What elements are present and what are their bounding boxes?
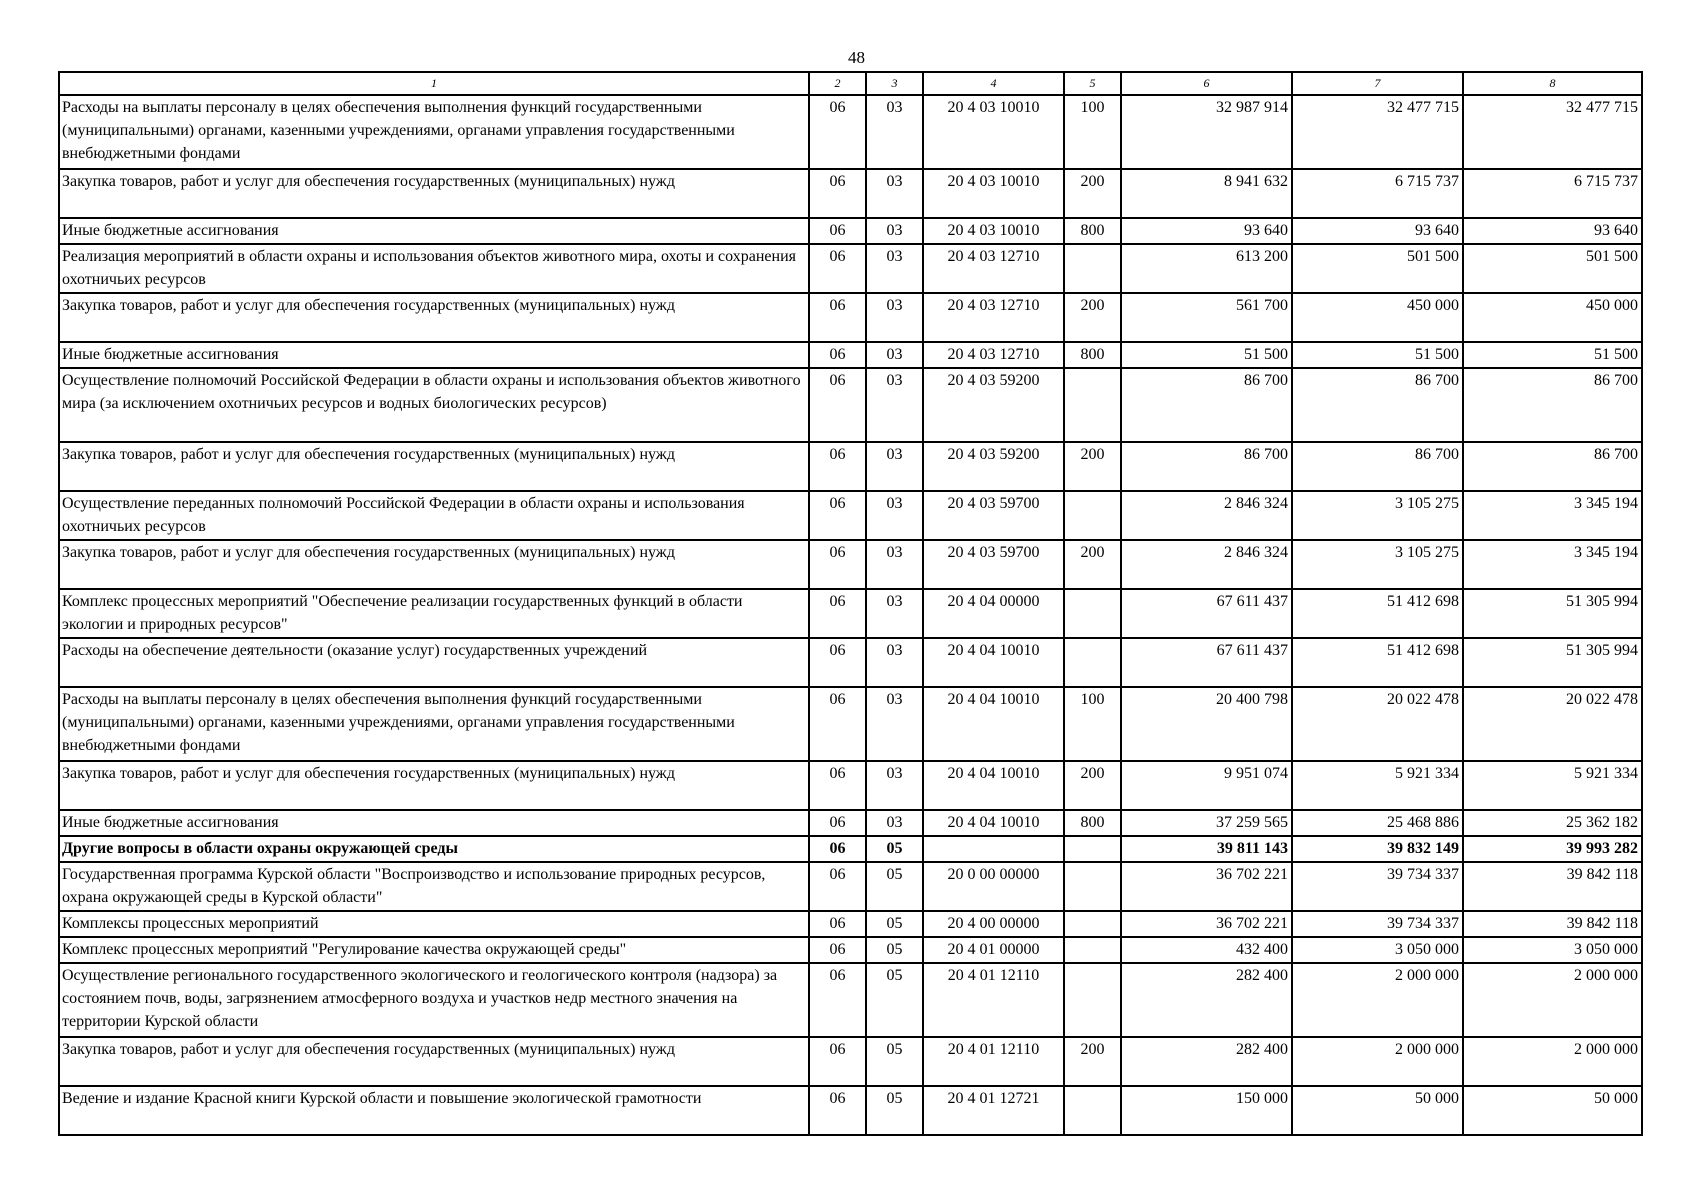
amount-year-1: 51 500 <box>1121 342 1292 368</box>
table-row <box>59 293 1642 342</box>
subsection-code: 03 <box>866 761 923 810</box>
subsection-code: 05 <box>866 963 923 1037</box>
section-code: 06 <box>809 589 866 638</box>
section-code: 06 <box>809 1037 866 1086</box>
row-name: Комплекс процессных мероприятий "Обеспечение реализации государственных функций в области экологии и природных ресурсов" <box>59 589 809 638</box>
target-article-code: 20 4 03 12710 <box>923 293 1064 342</box>
row-name: Осуществление переданных полномочий Российской Федерации в области охраны и использования охотничьих ресурсов <box>59 491 809 540</box>
amount-year-3: 93 640 <box>1463 218 1642 244</box>
table-row <box>59 491 1642 540</box>
amount-year-3: 6 715 737 <box>1463 169 1642 218</box>
table-row <box>59 911 1642 937</box>
subsection-code: 03 <box>866 687 923 761</box>
amount-year-2: 93 640 <box>1292 218 1463 244</box>
row-name: Закупка товаров, работ и услуг для обеспечения государственных (муниципальных) нужд <box>59 169 809 218</box>
expense-type-code <box>1064 937 1121 963</box>
amount-year-1: 150 000 <box>1121 1086 1292 1135</box>
subsection-code: 05 <box>866 1086 923 1135</box>
amount-year-2: 51 412 698 <box>1292 589 1463 638</box>
subsection-code: 03 <box>866 638 923 687</box>
table-row <box>59 638 1642 687</box>
amount-year-3: 3 345 194 <box>1463 491 1642 540</box>
amount-year-2: 3 050 000 <box>1292 937 1463 963</box>
amount-year-2: 5 921 334 <box>1292 761 1463 810</box>
amount-year-3: 39 993 282 <box>1463 836 1642 862</box>
amount-year-2: 51 412 698 <box>1292 638 1463 687</box>
amount-year-1: 561 700 <box>1121 293 1292 342</box>
row-name: Ведение и издание Красной книги Курской области и повышение экологической грамотности <box>59 1086 809 1135</box>
section-code: 06 <box>809 540 866 589</box>
column-header: 6 <box>1121 72 1292 95</box>
amount-year-1: 20 400 798 <box>1121 687 1292 761</box>
amount-year-1: 9 951 074 <box>1121 761 1292 810</box>
table-row <box>59 836 1642 862</box>
amount-year-2: 2 000 000 <box>1292 963 1463 1037</box>
section-code: 06 <box>809 244 866 293</box>
amount-year-1: 86 700 <box>1121 368 1292 442</box>
table-row <box>59 368 1642 442</box>
section-code: 06 <box>809 963 866 1037</box>
section-code: 06 <box>809 95 866 169</box>
amount-year-2: 86 700 <box>1292 442 1463 491</box>
amount-year-1: 8 941 632 <box>1121 169 1292 218</box>
amount-year-2: 51 500 <box>1292 342 1463 368</box>
subsection-code: 05 <box>866 862 923 911</box>
row-name: Реализация мероприятий в области охраны и использования объектов животного мира, охоты и сохранения охотничьих ресурсов <box>59 244 809 293</box>
section-code: 06 <box>809 218 866 244</box>
row-name: Иные бюджетные ассигнования <box>59 342 809 368</box>
target-article-code: 20 4 03 59700 <box>923 540 1064 589</box>
table-row <box>59 687 1642 761</box>
amount-year-2: 86 700 <box>1292 368 1463 442</box>
expense-type-code <box>1064 638 1121 687</box>
amount-year-1: 36 702 221 <box>1121 862 1292 911</box>
column-header: 4 <box>923 72 1064 95</box>
amount-year-1: 39 811 143 <box>1121 836 1292 862</box>
row-name: Закупка товаров, работ и услуг для обеспечения государственных (муниципальных) нужд <box>59 293 809 342</box>
amount-year-3: 3 050 000 <box>1463 937 1642 963</box>
amount-year-2: 39 734 337 <box>1292 911 1463 937</box>
table-row <box>59 589 1642 638</box>
table-row <box>59 342 1642 368</box>
amount-year-1: 32 987 914 <box>1121 95 1292 169</box>
amount-year-1: 282 400 <box>1121 1037 1292 1086</box>
target-article-code: 20 4 03 10010 <box>923 169 1064 218</box>
table-row <box>59 95 1642 169</box>
amount-year-3: 51 500 <box>1463 342 1642 368</box>
amount-year-3: 2 000 000 <box>1463 1037 1642 1086</box>
amount-year-1: 36 702 221 <box>1121 911 1292 937</box>
expense-type-code: 200 <box>1064 442 1121 491</box>
section-code: 06 <box>809 862 866 911</box>
amount-year-3: 86 700 <box>1463 442 1642 491</box>
table-row <box>59 540 1642 589</box>
expense-type-code: 100 <box>1064 95 1121 169</box>
expense-type-code <box>1064 244 1121 293</box>
target-article-code: 20 0 00 00000 <box>923 862 1064 911</box>
row-name: Другие вопросы в области охраны окружающей среды <box>59 836 809 862</box>
target-article-code: 20 4 03 10010 <box>923 218 1064 244</box>
row-name: Закупка товаров, работ и услуг для обеспечения государственных (муниципальных) нужд <box>59 442 809 491</box>
subsection-code: 03 <box>866 810 923 836</box>
amount-year-2: 3 105 275 <box>1292 491 1463 540</box>
table-row <box>59 963 1642 1037</box>
expense-type-code <box>1064 963 1121 1037</box>
amount-year-2: 39 734 337 <box>1292 862 1463 911</box>
amount-year-1: 67 611 437 <box>1121 589 1292 638</box>
target-article-code <box>923 836 1064 862</box>
row-name: Осуществление полномочий Российской Федерации в области охраны и использования объектов животного мира (за исключением охотничьих ресурсов и водных биологических ресурсов) <box>59 368 809 442</box>
amount-year-1: 282 400 <box>1121 963 1292 1037</box>
table-row <box>59 442 1642 491</box>
amount-year-1: 2 846 324 <box>1121 540 1292 589</box>
row-name: Расходы на обеспечение деятельности (оказание услуг) государственных учреждений <box>59 638 809 687</box>
amount-year-3: 450 000 <box>1463 293 1642 342</box>
amount-year-2: 50 000 <box>1292 1086 1463 1135</box>
amount-year-3: 51 305 994 <box>1463 589 1642 638</box>
amount-year-2: 501 500 <box>1292 244 1463 293</box>
expense-type-code: 200 <box>1064 293 1121 342</box>
subsection-code: 05 <box>866 911 923 937</box>
amount-year-1: 432 400 <box>1121 937 1292 963</box>
amount-year-2: 39 832 149 <box>1292 836 1463 862</box>
subsection-code: 03 <box>866 540 923 589</box>
amount-year-1: 93 640 <box>1121 218 1292 244</box>
expense-type-code: 800 <box>1064 218 1121 244</box>
subsection-code: 03 <box>866 342 923 368</box>
amount-year-3: 5 921 334 <box>1463 761 1642 810</box>
table-row <box>59 862 1642 911</box>
amount-year-3: 39 842 118 <box>1463 862 1642 911</box>
table-row <box>59 244 1642 293</box>
expense-type-code <box>1064 911 1121 937</box>
target-article-code: 20 4 04 10010 <box>923 810 1064 836</box>
subsection-code: 03 <box>866 95 923 169</box>
section-code: 06 <box>809 491 866 540</box>
subsection-code: 05 <box>866 937 923 963</box>
amount-year-3: 501 500 <box>1463 244 1642 293</box>
section-code: 06 <box>809 293 866 342</box>
subsection-code: 05 <box>866 836 923 862</box>
amount-year-3: 3 345 194 <box>1463 540 1642 589</box>
amount-year-2: 2 000 000 <box>1292 1037 1463 1086</box>
expense-type-code: 100 <box>1064 687 1121 761</box>
row-name: Закупка товаров, работ и услуг для обеспечения государственных (муниципальных) нужд <box>59 1037 809 1086</box>
target-article-code: 20 4 03 59200 <box>923 368 1064 442</box>
expense-type-code: 200 <box>1064 540 1121 589</box>
amount-year-3: 50 000 <box>1463 1086 1642 1135</box>
amount-year-3: 32 477 715 <box>1463 95 1642 169</box>
section-code: 06 <box>809 937 866 963</box>
row-name: Закупка товаров, работ и услуг для обеспечения государственных (муниципальных) нужд <box>59 540 809 589</box>
subsection-code: 03 <box>866 218 923 244</box>
amount-year-2: 32 477 715 <box>1292 95 1463 169</box>
row-name: Расходы на выплаты персоналу в целях обеспечения выполнения функций государственными (муниципальными) органами, казенными учреждениями, органами управления государственными внебюджетными фондами <box>59 687 809 761</box>
section-code: 06 <box>809 169 866 218</box>
amount-year-3: 20 022 478 <box>1463 687 1642 761</box>
target-article-code: 20 4 03 59200 <box>923 442 1064 491</box>
expense-type-code: 200 <box>1064 761 1121 810</box>
section-code: 06 <box>809 687 866 761</box>
table-row <box>59 218 1642 244</box>
section-code: 06 <box>809 761 866 810</box>
section-code: 06 <box>809 1086 866 1135</box>
row-name: Комплексы процессных мероприятий <box>59 911 809 937</box>
section-code: 06 <box>809 836 866 862</box>
target-article-code: 20 4 01 12721 <box>923 1086 1064 1135</box>
section-code: 06 <box>809 342 866 368</box>
budget-table <box>58 71 1643 1136</box>
column-number-row <box>59 72 1642 95</box>
target-article-code: 20 4 01 12110 <box>923 963 1064 1037</box>
expense-type-code: 800 <box>1064 810 1121 836</box>
amount-year-3: 2 000 000 <box>1463 963 1642 1037</box>
expense-type-code <box>1064 836 1121 862</box>
expense-type-code: 200 <box>1064 169 1121 218</box>
section-code: 06 <box>809 810 866 836</box>
row-name: Иные бюджетные ассигнования <box>59 218 809 244</box>
row-name: Закупка товаров, работ и услуг для обеспечения государственных (муниципальных) нужд <box>59 761 809 810</box>
amount-year-2: 6 715 737 <box>1292 169 1463 218</box>
target-article-code: 20 4 04 10010 <box>923 638 1064 687</box>
row-name: Комплекс процессных мероприятий "Регулирование качества окружающей среды" <box>59 937 809 963</box>
expense-type-code <box>1064 491 1121 540</box>
amount-year-1: 613 200 <box>1121 244 1292 293</box>
amount-year-3: 51 305 994 <box>1463 638 1642 687</box>
row-name: Государственная программа Курской области "Воспроизводство и использование природных ресурсов, охрана окружающей среды в Курской области" <box>59 862 809 911</box>
expense-type-code <box>1064 862 1121 911</box>
target-article-code: 20 4 04 10010 <box>923 687 1064 761</box>
row-name: Осуществление регионального государственного экологического и геологического контроля (надзора) за состоянием почв, воды, загрязнением атмосферного воздуха и участков недр местного значения на территории Курской области <box>59 963 809 1037</box>
column-header: 3 <box>866 72 923 95</box>
column-header: 1 <box>59 72 809 95</box>
table-row <box>59 169 1642 218</box>
target-article-code: 20 4 03 59700 <box>923 491 1064 540</box>
section-code: 06 <box>809 368 866 442</box>
target-article-code: 20 4 04 10010 <box>923 761 1064 810</box>
amount-year-3: 86 700 <box>1463 368 1642 442</box>
amount-year-1: 86 700 <box>1121 442 1292 491</box>
section-code: 06 <box>809 911 866 937</box>
row-name: Расходы на выплаты персоналу в целях обеспечения выполнения функций государственными (муниципальными) органами, казенными учреждениями, органами управления государственными внебюджетными фондами <box>59 95 809 169</box>
column-header: 8 <box>1463 72 1642 95</box>
row-name: Иные бюджетные ассигнования <box>59 810 809 836</box>
target-article-code: 20 4 04 00000 <box>923 589 1064 638</box>
amount-year-2: 25 468 886 <box>1292 810 1463 836</box>
expense-type-code: 800 <box>1064 342 1121 368</box>
amount-year-2: 450 000 <box>1292 293 1463 342</box>
target-article-code: 20 4 01 12110 <box>923 1037 1064 1086</box>
section-code: 06 <box>809 638 866 687</box>
subsection-code: 03 <box>866 293 923 342</box>
amount-year-2: 20 022 478 <box>1292 687 1463 761</box>
amount-year-1: 2 846 324 <box>1121 491 1292 540</box>
column-header: 5 <box>1064 72 1121 95</box>
amount-year-1: 37 259 565 <box>1121 810 1292 836</box>
subsection-code: 05 <box>866 1037 923 1086</box>
target-article-code: 20 4 03 12710 <box>923 342 1064 368</box>
table-row <box>59 1086 1642 1135</box>
subsection-code: 03 <box>866 368 923 442</box>
expense-type-code <box>1064 368 1121 442</box>
subsection-code: 03 <box>866 589 923 638</box>
amount-year-1: 67 611 437 <box>1121 638 1292 687</box>
page-number: 48 <box>848 48 865 67</box>
amount-year-3: 25 362 182 <box>1463 810 1642 836</box>
amount-year-2: 3 105 275 <box>1292 540 1463 589</box>
expense-type-code: 200 <box>1064 1037 1121 1086</box>
target-article-code: 20 4 00 00000 <box>923 911 1064 937</box>
subsection-code: 03 <box>866 244 923 293</box>
target-article-code: 20 4 03 10010 <box>923 95 1064 169</box>
amount-year-3: 39 842 118 <box>1463 911 1642 937</box>
section-code: 06 <box>809 442 866 491</box>
table-row <box>59 810 1642 836</box>
table-row <box>59 1037 1642 1086</box>
table-row <box>59 937 1642 963</box>
expense-type-code <box>1064 589 1121 638</box>
subsection-code: 03 <box>866 442 923 491</box>
expense-type-code <box>1064 1086 1121 1135</box>
subsection-code: 03 <box>866 491 923 540</box>
subsection-code: 03 <box>866 169 923 218</box>
target-article-code: 20 4 01 00000 <box>923 937 1064 963</box>
table-row <box>59 761 1642 810</box>
column-header: 2 <box>809 72 866 95</box>
target-article-code: 20 4 03 12710 <box>923 244 1064 293</box>
column-header: 7 <box>1292 72 1463 95</box>
